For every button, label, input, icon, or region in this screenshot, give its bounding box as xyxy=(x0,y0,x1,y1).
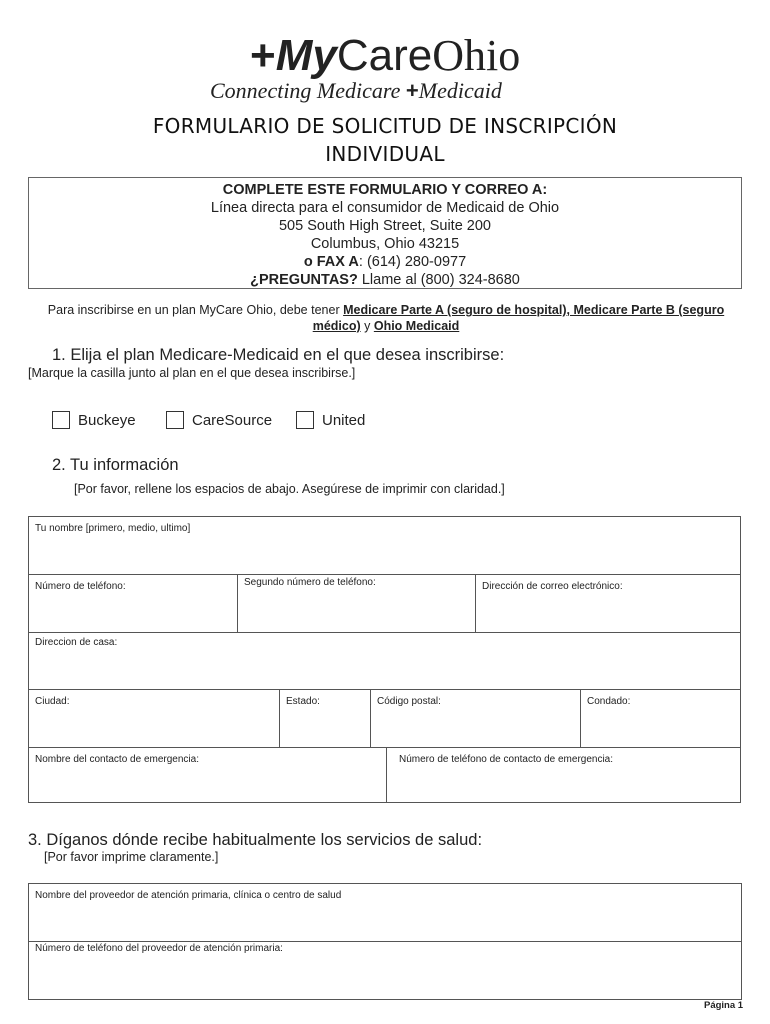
emergency-contact-field[interactable] xyxy=(29,748,387,802)
section1-subtitle: [Marque la casilla junto al plan en el que desea inscribirse.] xyxy=(28,366,356,380)
plan-label-caresource: CareSource xyxy=(192,411,273,429)
logo-wordmark xyxy=(250,31,521,80)
section3-subtitle: [Por favor imprime claramente.] xyxy=(44,850,219,864)
county-field[interactable] xyxy=(581,690,740,748)
mailing-line3: Columbus, Ohio 43215 xyxy=(310,236,460,252)
logo-care: Care xyxy=(336,31,433,80)
city-field-label: Ciudad: xyxy=(35,696,70,707)
plan-option-united[interactable] xyxy=(296,409,365,431)
logo-my: My xyxy=(275,31,337,80)
plan-option-caresource[interactable] xyxy=(166,409,272,431)
zip-field-label: Código postal: xyxy=(377,696,441,707)
address-field-label: Direccion de casa: xyxy=(35,637,118,648)
name-field-label: Tu nombre [primero, medio, ultimo] xyxy=(35,523,191,534)
provider-phone-field[interactable] xyxy=(29,942,741,999)
eligibility-intro xyxy=(28,302,744,334)
section3-title: 3. Díganos dónde recibe habitualmente los servicios de salud: xyxy=(28,831,483,849)
plan-label-united: United xyxy=(322,411,366,429)
tagline-part-b: Medicaid xyxy=(418,78,502,103)
provider-name-field[interactable] xyxy=(29,884,741,942)
ohio-medicaid-link[interactable]: Ohio Medicaid xyxy=(373,319,460,333)
personal-info-table xyxy=(28,516,741,803)
healthcare-provider-table xyxy=(28,883,742,1000)
form-title-line2: INDIVIDUAL xyxy=(325,142,445,166)
state-field[interactable] xyxy=(280,690,371,748)
form-title-line1: FORMULARIO DE SOLICITUD DE INSCRIPCIÓN xyxy=(152,114,618,138)
fax-value: : (614) 280-0977 xyxy=(358,254,467,270)
zip-field[interactable] xyxy=(371,690,581,748)
state-field-label: Estado: xyxy=(286,696,320,707)
tagline-part-a: Connecting Medicare xyxy=(210,78,401,103)
fax-line xyxy=(29,253,741,271)
checkbox-buckeye[interactable] xyxy=(52,411,70,429)
form-title xyxy=(0,112,770,168)
questions-value: Llame al (800) 324-8680 xyxy=(357,272,520,288)
emergency-phone-field[interactable] xyxy=(387,748,740,802)
tagline-plus-icon: + xyxy=(405,78,419,103)
emergency-phone-label: Número de teléfono de contacto de emergencia: xyxy=(399,754,614,765)
logo-tagline xyxy=(210,78,502,104)
checkbox-united[interactable] xyxy=(296,411,314,429)
section2-subtitle: [Por favor, rellene los espacios de abajo. Asegúrese de imprimir con claridad.] xyxy=(74,482,505,496)
plan-option-buckeye[interactable] xyxy=(52,409,136,431)
questions-line xyxy=(29,271,741,289)
questions-label: ¿PREGUNTAS? xyxy=(250,272,358,288)
logo-ohio: Ohio xyxy=(432,31,521,80)
page-number: Página 1 xyxy=(704,1000,744,1011)
checkbox-caresource[interactable] xyxy=(166,411,184,429)
mycare-ohio-logo xyxy=(0,30,770,110)
home-address-field[interactable] xyxy=(29,633,740,690)
intro-prefix: Para inscribirse en un plan MyCare Ohio, debe tener xyxy=(47,303,344,317)
county-field-label: Condado: xyxy=(587,696,631,707)
mailing-heading: COMPLETE ESTE FORMULARIO Y CORREO A: xyxy=(222,182,548,198)
section2-title: 2. Tu información xyxy=(52,456,179,474)
city-field[interactable] xyxy=(29,690,280,748)
logo-cross-icon: + xyxy=(250,31,276,80)
emergency-name-label: Nombre del contacto de emergencia: xyxy=(35,754,199,765)
mailing-line1: Línea directa para el consumidor de Medicaid de Ohio xyxy=(210,200,560,216)
email-field[interactable] xyxy=(476,575,740,633)
phone2-field[interactable] xyxy=(238,575,476,633)
fax-label: o FAX A xyxy=(303,254,359,270)
intro-mid: y xyxy=(360,319,374,333)
mailing-line2: 505 South High Street, Suite 200 xyxy=(278,218,491,234)
provider-phone-label: Número de teléfono del proveedor de atención primaria: xyxy=(35,943,283,954)
phone-field[interactable] xyxy=(29,575,238,633)
email-field-label: Dirección de correo electrónico: xyxy=(482,581,623,592)
plan-label-buckeye: Buckeye xyxy=(78,411,136,429)
section1-title: 1. Elija el plan Medicare-Medicaid en el que desea inscribirse: xyxy=(52,346,505,364)
provider-name-label: Nombre del proveedor de atención primaria, clínica o centro de salud xyxy=(35,890,342,901)
phone-field-label: Número de teléfono: xyxy=(35,581,126,592)
medicare-parts-link[interactable]: Medicare Parte A (seguro de hospital), Medicare Parte B (seguro médico) xyxy=(312,303,725,333)
name-field[interactable] xyxy=(29,517,740,575)
mailing-instructions-box xyxy=(28,177,742,289)
phone2-field-label: Segundo número de teléfono: xyxy=(244,577,376,588)
